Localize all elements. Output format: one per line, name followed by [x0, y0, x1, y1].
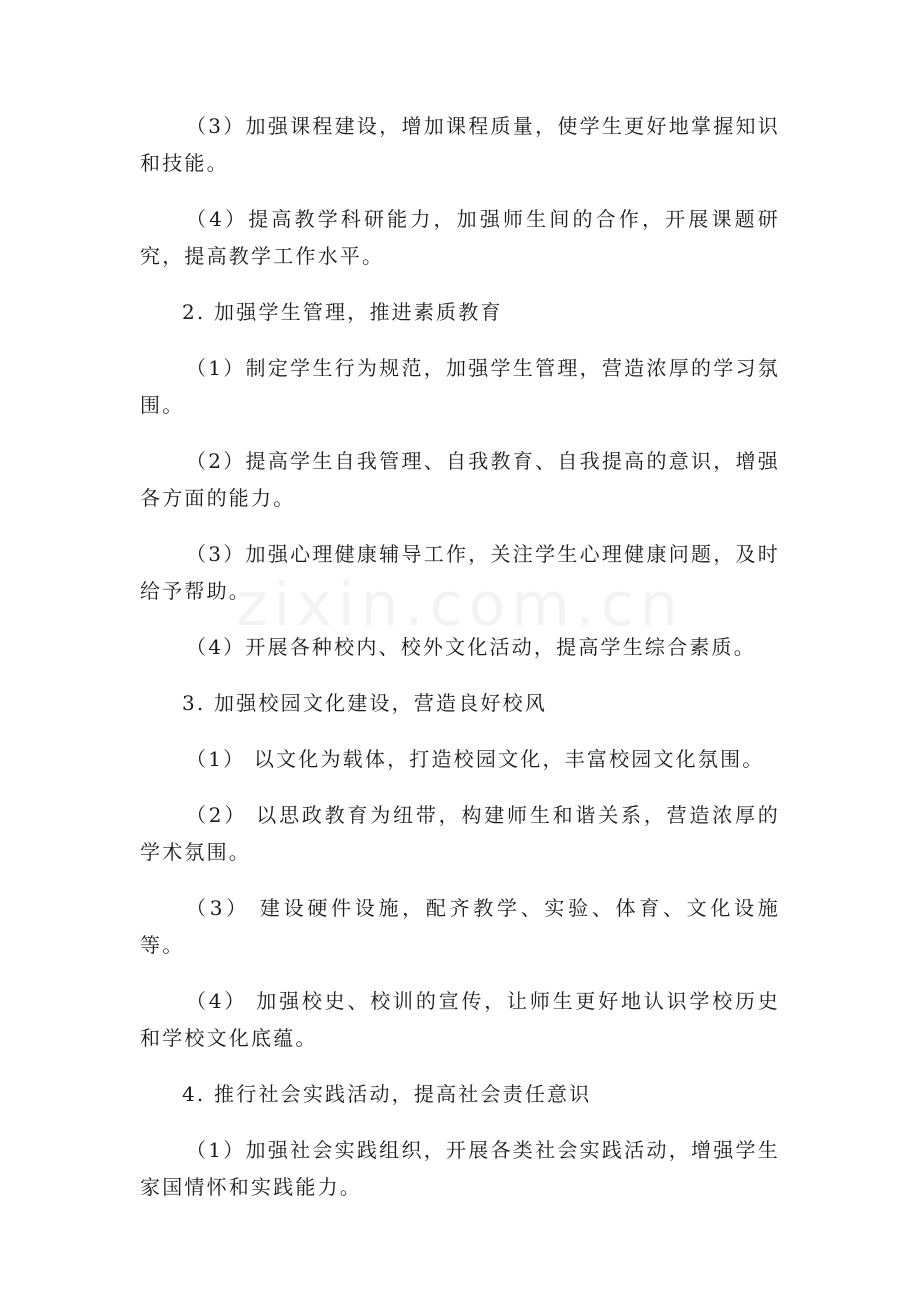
- document-body: [140, 108, 780, 1225]
- paragraph-item-1-conduct: （1）制定学生行为规范，加强学生管理，营造浓厚的学习氛围。: [140, 356, 780, 417]
- paragraph-item-3-mental-health: （3）加强心理健康辅导工作，关注学生心理健康问题，及时给予帮助。: [140, 542, 780, 603]
- paragraph-item-1-culture: （1） 以文化为载体，打造校园文化，丰富校园文化氛围。: [186, 747, 765, 771]
- section-heading-3: 3. 加强校园文化建设，营造良好校风: [182, 691, 548, 715]
- paragraph-item-2-ideology: （2） 以思政教育为纽带，构建师生和谐关系，营造浓厚的学术氛围。: [140, 803, 780, 864]
- paragraph-item-4-history: （4） 加强校史、校训的宣传，让师生更好地认识学校历史和学校文化底蕴。: [140, 989, 780, 1050]
- paragraph-item-4-research: （4）提高教学科研能力，加强师生间的合作，开展课题研究，提高教学工作水平。: [140, 207, 780, 268]
- paragraph-item-1-social-practice: （1）加强社会实践组织，开展各类社会实践活动，增强学生家国情怀和实践能力。: [140, 1138, 780, 1199]
- paragraph-item-3-facilities: （3） 建设硬件设施，配齐教学、实验、体育、文化设施等。: [140, 896, 780, 957]
- paragraph-item-3-course: （3）加强课程建设，增加课程质量，使学生更好地掌握知识和技能。: [140, 114, 780, 175]
- section-heading-2: 2. 加强学生管理，推进素质教育: [182, 300, 503, 324]
- paragraph-item-4-activities: （4）开展各种校内、校外文化活动，提高学生综合素质。: [186, 635, 756, 659]
- section-heading-4: 4. 推行社会实践活动，提高社会责任意识: [182, 1082, 592, 1106]
- paragraph-item-2-self-management: （2）提高学生自我管理、自我教育、自我提高的意识，增强各方面的能力。: [140, 449, 780, 510]
